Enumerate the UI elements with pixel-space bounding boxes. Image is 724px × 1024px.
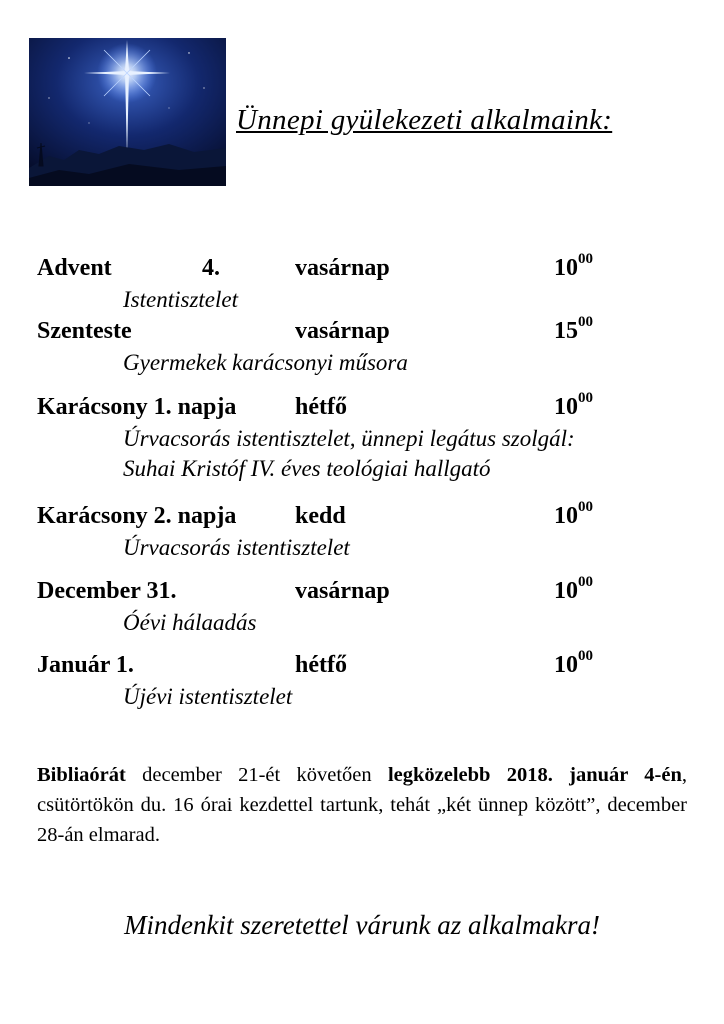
- event-time-minutes: 00: [578, 574, 593, 590]
- event-szenteste: [37, 314, 697, 378]
- event-description: Istentisztelet: [123, 287, 238, 312]
- event-day: vasárnap: [295, 578, 390, 604]
- event-karacsony-2: [37, 499, 697, 563]
- event-time-hour: 10: [554, 652, 578, 678]
- event-day: vasárnap: [295, 318, 390, 344]
- event-day: vasárnap: [295, 255, 390, 281]
- event-time: [554, 390, 593, 421]
- note-text: december 21-ét követően: [125, 764, 388, 786]
- closing-invitation: Mindenkit szeretettel várunk az alkalmakra!: [124, 910, 600, 940]
- note-text-end: , csütörtökön du. 16 órai kezdettel tartunk, tehát „két ünnep között”, december 28-án elmarad.: [37, 764, 687, 846]
- event-number: 4.: [202, 255, 220, 281]
- event-januar-1: [37, 648, 697, 712]
- event-name: Karácsony 1. napja: [37, 394, 237, 420]
- event-description: Úrvacsorás istentisztelet: [123, 535, 350, 560]
- event-time-hour: 10: [554, 503, 578, 529]
- event-time-minutes: 00: [578, 251, 593, 267]
- event-time-hour: 10: [554, 394, 578, 420]
- event-name: Szenteste: [37, 318, 132, 344]
- event-name: December 31.: [37, 578, 177, 604]
- event-time: [554, 499, 593, 530]
- event-time-minutes: 00: [578, 390, 593, 406]
- event-time: [554, 648, 593, 679]
- event-description: Gyermekek karácsonyi műsora: [123, 350, 408, 375]
- note-bold-date: legközelebb 2018. január 4-én: [387, 764, 682, 786]
- event-time-hour: 15: [554, 318, 578, 344]
- event-time-minutes: 00: [578, 648, 593, 664]
- event-day: kedd: [295, 503, 346, 529]
- star-of-bethlehem-image: [29, 38, 226, 186]
- event-time-hour: 10: [554, 255, 578, 281]
- event-name: Karácsony 2. napja: [37, 503, 237, 529]
- event-time-hour: 10: [554, 578, 578, 604]
- event-description: Úrvacsorás istentisztelet, ünnepi legátus szolgál:: [123, 426, 575, 451]
- event-time-minutes: 00: [578, 314, 593, 330]
- event-name: Január 1.: [37, 652, 134, 678]
- event-description: Suhai Kristóf IV. éves teológiai hallgató: [123, 456, 491, 481]
- event-karacsony-1: [37, 390, 697, 484]
- event-name: Advent: [37, 255, 112, 281]
- page-title: Ünnepi gyülekezeti alkalmaink:: [236, 104, 613, 136]
- event-day: hétfő: [295, 652, 347, 678]
- event-day: hétfő: [295, 394, 347, 420]
- note-bold-start: Bibliaórát: [37, 764, 126, 786]
- bible-study-note: [37, 760, 687, 850]
- event-time: [554, 251, 593, 282]
- event-time-minutes: 00: [578, 499, 593, 515]
- event-description: Óévi hálaadás: [123, 610, 257, 635]
- event-time: [554, 574, 593, 605]
- event-december-31: [37, 574, 697, 638]
- event-time: [554, 314, 593, 345]
- event-description: Újévi istentisztelet: [123, 684, 293, 709]
- event-advent: [37, 251, 697, 315]
